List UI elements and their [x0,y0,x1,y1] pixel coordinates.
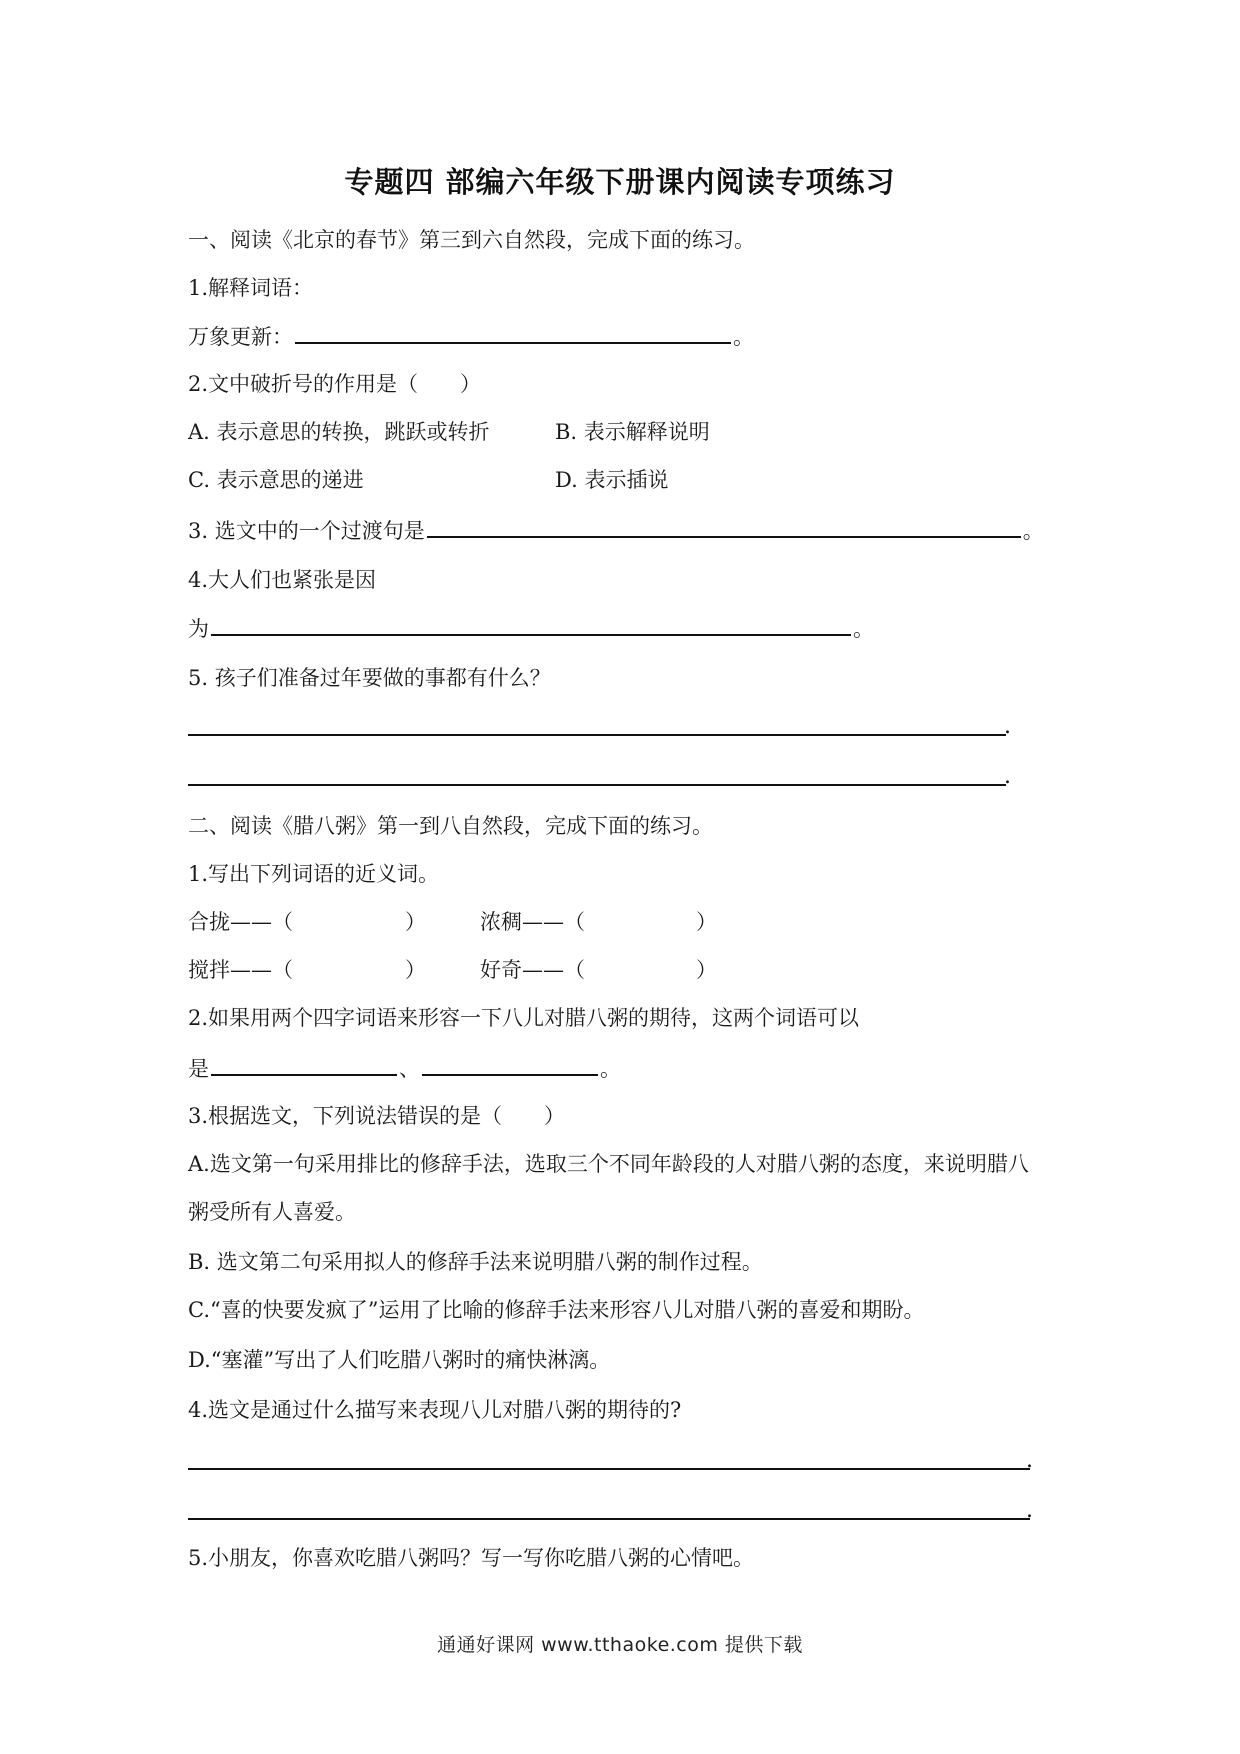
s1-question-1: 1.解释词语： [188,276,314,300]
s2-q3-option-b: B. 选文第二句采用拟人的修辞手法来说明腊八粥的制作过程。 [188,1250,763,1274]
s2-synonym-2-close: ） [696,910,717,934]
s1-question-5: 5. 孩子们准备过年要做的事都有什么？ [188,666,551,690]
s2-question-2: 2.如果用两个四字词语来形容一下八儿对腊八粥的期待，这两个词语可以 [188,1006,860,1030]
s1-q4-answer-line [188,614,874,643]
s1-q5-rule-1-dot: . [1004,714,1011,739]
s2-q4-answer-rule-2[interactable] [188,1518,1030,1520]
s2-question-5: 5.小朋友，你喜欢吃腊八粥吗？写一写你吃腊八粥的心情吧。 [188,1546,755,1570]
s1-q1-end: 。 [733,325,754,349]
s2-syn2-label: 浓稠——（ [480,910,585,934]
s1-question-3 [188,516,1044,545]
s2-synonym-4-close: ） [696,958,717,982]
s2-question-4: 4.选文是通过什么描写来表现八儿对腊八粥的期待的? [188,1398,682,1422]
section2-heading: 二、阅读《腊八粥》第一到八自然段，完成下面的练习。 [188,814,713,838]
s1-q2-option-a: A. 表示意思的转换，跳跃或转折 [188,420,490,444]
s2-synonym-3 [188,956,293,984]
s2-q2-prefix: 是 [188,1057,209,1081]
s2-synonym-1 [188,908,293,936]
s1-q2-option-b: B. 表示解释说明 [555,420,710,444]
s2-synonym-2 [480,908,585,936]
s1-q2-option-d: D. 表示插说 [555,468,669,492]
s2-syn4-label: 好奇——（ [480,958,585,982]
s2-q3-option-d: D.“塞灌”写出了人们吃腊八粥时的痛快淋漓。 [188,1348,611,1372]
section1-heading: 一、阅读《北京的春节》第三到六自然段，完成下面的练习。 [188,228,755,252]
s2-q4-answer-rule-1[interactable] [188,1468,1030,1470]
s1-q1-term: 万象更新： [188,325,293,349]
s2-q4-rule-2-dot: . [1026,1498,1033,1523]
s1-q4-prefix: 为 [188,617,209,641]
s1-q3-end: 。 [1022,519,1044,543]
s2-q2-answer-line [188,1054,621,1083]
s1-q5-answer-rule-1[interactable] [188,734,1006,736]
s2-q3-option-c: C.“喜的快要发疯了”运用了比喻的修辞手法来形容八儿对腊八粥的喜爱和期盼。 [188,1298,925,1322]
s2-q3-option-a-line2: 粥受所有人喜爱。 [188,1200,356,1224]
s2-q3-option-a-line1: A.选文第一句采用排比的修辞手法，选取三个不同年龄段的人对腊八粥的态度，来说明腊八 [188,1152,1029,1176]
s2-syn3-label: 搅拌——（ [188,958,293,982]
s1-q1-answer-line [188,322,754,351]
s2-q2-blank-1[interactable] [211,1054,397,1076]
s2-q2-end: 。 [600,1057,621,1081]
s1-question-2: 2.文中破折号的作用是（ ） [188,372,482,396]
s1-q3-blank[interactable] [427,516,1021,538]
s1-q1-blank[interactable] [295,322,731,344]
s2-synonym-4 [480,956,585,984]
s1-q4-blank[interactable] [211,614,851,636]
s2-q2-blank-2[interactable] [422,1054,598,1076]
page-footer: 通通好课网 www.tthaoke.com 提供下载 [437,1634,803,1656]
s2-syn1-label: 合拢——（ [188,910,293,934]
s1-q5-rule-2-dot: . [1004,764,1011,789]
s2-question-1: 1.写出下列词语的近义词。 [188,862,440,886]
page-title: 专题四 部编六年级下册课内阅读专项练习 [344,165,896,199]
s2-q2-sep: 、 [399,1057,420,1081]
s2-question-3: 3.根据选文，下列说法错误的是（ ） [188,1104,566,1128]
s2-synonym-3-close: ） [405,958,426,982]
s1-q3-text: 3. 选文中的一个过渡句是 [188,519,425,543]
s1-q2-option-c: C. 表示意思的递进 [188,468,364,492]
s1-q5-answer-rule-2[interactable] [188,784,1006,786]
s2-q4-rule-1-dot: . [1026,1448,1033,1473]
s2-synonym-1-close: ） [405,910,426,934]
s1-q4-end: 。 [853,617,874,641]
s1-question-4: 4.大人们也紧张是因 [188,568,377,592]
